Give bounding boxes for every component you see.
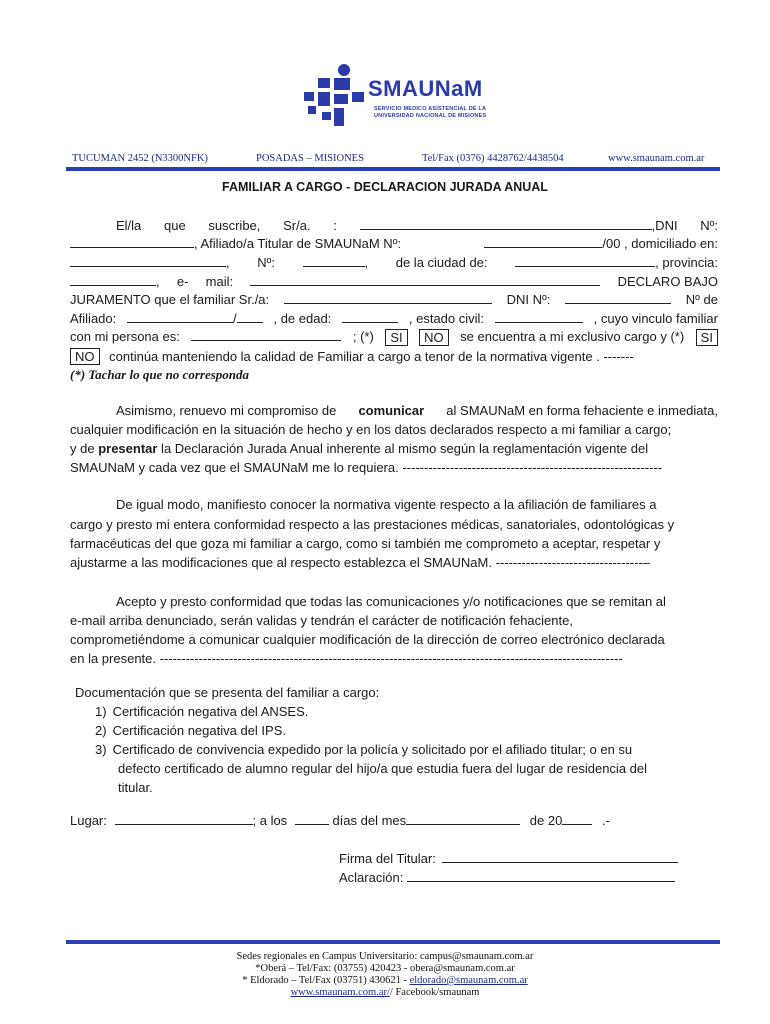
para1-line-3: y de presentar la Declaración Jurada Anual inherente al mismo según la reglamentación vigente del: [70, 441, 649, 456]
doc-item-3-cont-1: defecto certificado de alumno regular del hijo/a que estudia fuera del lugar de residencia del: [118, 761, 648, 776]
para2-line-1: De igual modo, manifiesto conocer la normativa vigente respecto a la afiliación de familiares a: [116, 497, 657, 512]
footer-divider: [66, 940, 720, 944]
civil-status-field[interactable]: [495, 311, 583, 323]
family-affiliate-suffix-field[interactable]: [237, 311, 263, 323]
form-line-4: , e- mail: DECLARO BAJO: [70, 274, 718, 289]
relationship-field[interactable]: [191, 329, 341, 341]
form-line-1: El/la que suscribe, Sr/a. : ,DNI Nº:: [116, 218, 718, 233]
option-si-2[interactable]: SI: [696, 329, 718, 346]
option-no-2[interactable]: NO: [70, 348, 100, 365]
form-line-7: con mi persona es: ; (*) SI NO se encuentra a mi exclusivo cargo y (*) SI: [70, 329, 718, 346]
doc-item-2: 2) Certificación negativa del IPS.: [95, 723, 286, 738]
family-affiliate-field[interactable]: [127, 311, 233, 323]
document-title: FAMILIAR A CARGO - DECLARACION JURADA ANUAL: [222, 180, 548, 194]
dni-field[interactable]: [70, 236, 194, 248]
footer-campus: Sedes regionales en Campus Universitario: campus@smaunam.com.ar: [236, 951, 534, 962]
signature-field[interactable]: [442, 851, 678, 863]
logo-name: SMAUNaM: [368, 76, 483, 101]
family-dni-field[interactable]: [565, 292, 671, 304]
city-field[interactable]: [515, 255, 655, 267]
address-field[interactable]: [70, 255, 226, 267]
header-city: POSADAS – MISIONES: [256, 153, 364, 164]
clarification-field[interactable]: [407, 870, 675, 882]
form-line-6: Afiliado: / , de edad: , estado civil: , cuyo vinculo familiar: [70, 311, 718, 326]
clarification-line: Aclaración:: [339, 870, 689, 885]
doc-item-3-cont-2: titular.: [118, 780, 153, 795]
header-phone: Tel/Fax (0376) 4428762/4438504: [422, 153, 564, 164]
option-no-1[interactable]: NO: [419, 329, 449, 346]
month-field[interactable]: [406, 813, 520, 825]
para2-line-4: ajustarme a las modificaciones que al respecto establezca el SMAUNaM. ----------------------------------–: [70, 555, 651, 570]
website-link[interactable]: www.smaunam.com.ar/: [290, 987, 390, 998]
header-divider: [66, 167, 720, 171]
strike-note: (*) Tachar lo que no corresponda: [70, 367, 250, 382]
header-web[interactable]: www.smaunam.com.ar: [608, 153, 705, 164]
footer-web: www.smaunam.com.ar// Facebook/smaunam: [290, 987, 480, 998]
place-date-line: Lugar: ; a los días del mes de 20 .-: [70, 813, 610, 828]
footer-eldorado: * Eldorado – Tel/Fax (03751) 430621 - eldorado@smaunam.com.ar: [242, 975, 528, 986]
logo: [300, 62, 500, 132]
eldorado-email-link[interactable]: eldorado@smaunam.com.ar: [409, 975, 528, 986]
name-field[interactable]: [360, 218, 652, 230]
family-name-field[interactable]: [284, 292, 492, 304]
doc-item-3: 3) Certificado de convivencia expedido por la policía y solicitado por el afiliado titular; o en su: [95, 742, 633, 757]
form-line-2: , Afiliado/a Titular de SMAUNaM Nº: /00 , domiciliado en:: [70, 236, 718, 251]
age-field[interactable]: [342, 311, 398, 323]
header-address: TUCUMAN 2452 (N3300NFK): [72, 153, 208, 164]
form-line-3: , Nº: , de la ciudad de: , provincia:: [70, 255, 718, 270]
signature-line: Firma del Titular:: [339, 851, 689, 866]
option-si-1[interactable]: SI: [385, 329, 407, 346]
logo-subtitle-1: SERVICIO MEDICO ASISTENCIAL DE LA: [374, 106, 487, 112]
para3-line-3: comprometiéndome a comunicar cualquier modificación de la dirección de correo electrónico declarada: [70, 632, 665, 647]
doc-item-1: 1) Certificación negativa del ANSES.: [95, 704, 309, 719]
place-field[interactable]: [115, 813, 253, 825]
form-line-5: JURAMENTO que el familiar Sr./a: DNI Nº: Nº de: [70, 292, 718, 307]
affiliate-number-field[interactable]: [484, 236, 602, 248]
para1-line-2: cualquier modificación en la situación de hecho y en los datos declarados respecto a mi familiar a cargo;: [70, 422, 672, 437]
para3-line-4: en la presente. -----------------------------------------------------------------------------------------------------------: [70, 651, 623, 666]
logo-subtitle-2: UNIVERSIDAD NACIONAL DE MISIONES: [374, 113, 487, 119]
form-line-8: NO continúa manteniendo la calidad de Familiar a cargo a tenor de la normativa vigente . -------: [70, 349, 718, 364]
para2-line-2: cargo y presto mi entera conformidad respecto a las prestaciones médicas, sanatoriales, odontológicas y: [70, 517, 675, 532]
para3-line-1: Acepto y presto conformidad que todas las comunicaciones y/o notificaciones que se remitan al: [116, 594, 666, 609]
logo-mark-icon: [300, 62, 366, 130]
address-number-field[interactable]: [303, 255, 365, 267]
para2-line-3: farmacéuticas del que goza mi familiar a cargo, como si también me comprometo a aceptar, respetar y: [70, 536, 661, 551]
province-field[interactable]: [70, 274, 156, 286]
para3-line-2: e-mail arriba denunciado, serán validas y tendrán el carácter de notificación fehaciente,: [70, 613, 573, 628]
para1-line-4: SMAUNaM y cada vez que el SMAUNaM me lo requiera. ------------------------------------------------------------: [70, 460, 663, 475]
email-field[interactable]: [250, 274, 600, 286]
day-field[interactable]: [295, 813, 329, 825]
year-field[interactable]: [562, 813, 592, 825]
docs-heading: Documentación que se presenta del familiar a cargo:: [75, 685, 380, 700]
para1-line-1: Asimismo, renuevo mi compromiso de comunicar al SMAUNaM en forma fehaciente e inmediata,: [116, 403, 718, 418]
footer-obera: *Oberá – Tel/Fax: (03755) 420423 - obera@smaunam.com.ar: [255, 963, 515, 974]
